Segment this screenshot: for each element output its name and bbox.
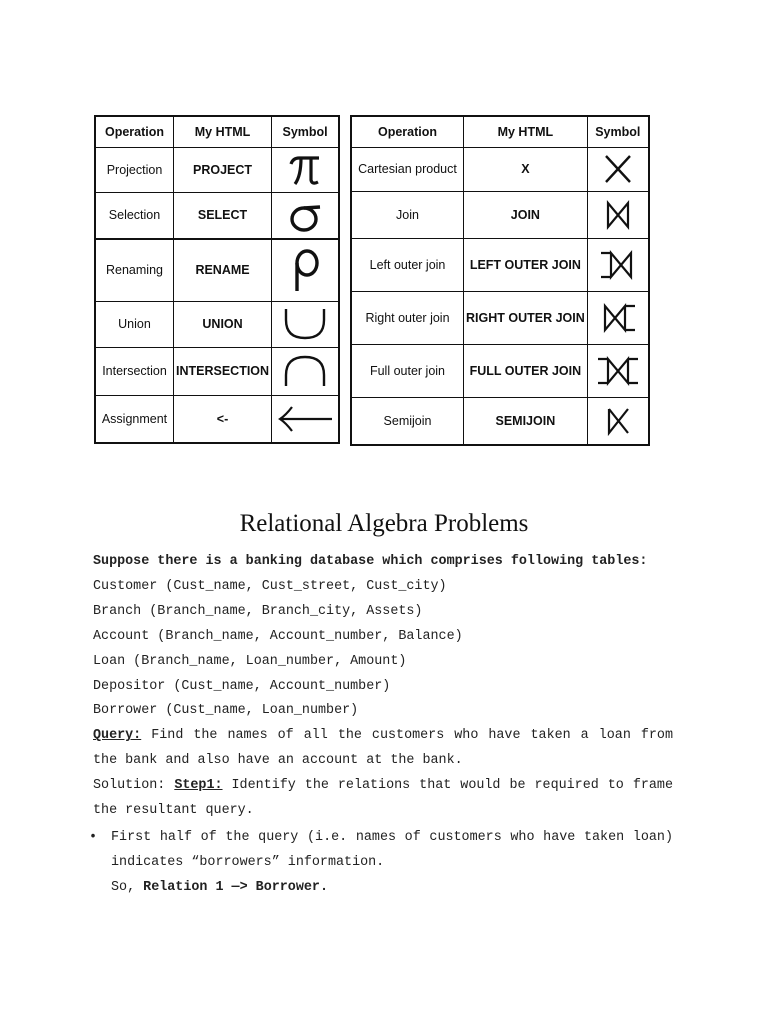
operation-cell: Intersection [95,347,174,395]
table-row [95,301,339,347]
bowtie-icon [600,198,636,232]
solution-prefix: Solution: [93,778,175,794]
schema-line: Account (Branch_name, Account_number, Balance) [93,628,463,644]
union-icon [280,306,330,342]
table-row [351,238,649,291]
semijoin-icon [600,404,636,438]
operation-cell: Assignment [95,395,174,443]
basic-operations-table [94,115,340,444]
full-outer-join-icon [594,354,642,388]
header-operation: Operation [351,116,464,147]
html-cell: JOIN [464,191,588,238]
table-row [351,344,649,397]
relation-text: Relation 1 —> Borrower. [143,879,328,895]
html-cell: X [464,147,588,191]
header-my-html: My HTML [464,116,588,147]
bullet-icon: • [89,829,98,845]
html-cell: INTERSECTION [174,347,272,395]
schema-line: Branch (Branch_name, Branch_city, Assets) [93,603,423,619]
schema-line: Depositor (Cust_name, Account_number) [93,678,391,694]
query-text: Find the names of all the customers who have taken a loan from the bank and also have an account at the bank. [93,728,673,769]
table-row [351,291,649,344]
operation-cell: Full outer join [351,344,464,397]
html-cell: PROJECT [174,147,272,192]
page-title: Relational Algebra Problems [239,510,529,537]
cross-icon [600,152,636,186]
list-item [89,826,673,876]
header-symbol: Symbol [272,116,340,147]
query-paragraph [93,724,673,774]
operation-cell: Projection [95,147,174,192]
table-row [351,147,649,191]
operation-cell: Semijoin [351,397,464,445]
query-label: Query: [93,728,142,744]
bullet-text: First half of the query (i.e. names of customers who have taken loan) indicates “borrowers” information. [111,829,673,870]
operation-cell: Join [351,191,464,238]
document-body [89,550,674,901]
table-row [95,192,339,239]
rho-icon [285,245,325,295]
pi-icon [285,150,325,190]
intro-paragraph: Suppose there is a banking database which comprises following tables: [93,554,648,569]
table-row [351,191,649,238]
right-outer-join-icon [597,301,639,335]
schema-line: Customer (Cust_name, Cust_street, Cust_city) [93,578,447,594]
html-cell: SELECT [174,192,272,239]
solution-paragraph [93,774,673,824]
html-cell: SEMIJOIN [464,397,588,445]
sigma-icon [285,195,325,235]
html-cell: <- [174,395,272,443]
html-cell: LEFT OUTER JOIN [464,238,588,291]
operation-cell: Left outer join [351,238,464,291]
header-my-html: My HTML [174,116,272,147]
left-outer-join-icon [597,248,639,282]
html-cell: UNION [174,301,272,347]
table-row [95,347,339,395]
so-prefix: So, [111,879,144,895]
join-operations-table [350,115,650,446]
intersection-icon [280,353,330,389]
html-cell: FULL OUTER JOIN [464,344,588,397]
table-row [95,147,339,192]
relation-line [93,876,673,901]
operation-cell: Renaming [95,239,174,301]
table-row [95,395,339,443]
html-cell: RENAME [174,239,272,301]
header-symbol: Symbol [587,116,649,147]
header-operation: Operation [95,116,174,147]
operation-cell: Right outer join [351,291,464,344]
html-cell: RIGHT OUTER JOIN [464,291,588,344]
left-arrow-icon [276,401,334,437]
operation-cell: Cartesian product [351,147,464,191]
table-row [95,239,339,301]
schema-line: Loan (Branch_name, Loan_number, Amount) [93,653,407,669]
table-row [351,397,649,445]
schema-line: Borrower (Cust_name, Loan_number) [93,703,359,719]
step-text: Identify the relations that would be required to frame the resultant query. [93,778,674,819]
operation-cell: Selection [95,192,174,239]
operation-cell: Union [95,301,174,347]
step-label: Step1: [174,778,223,794]
